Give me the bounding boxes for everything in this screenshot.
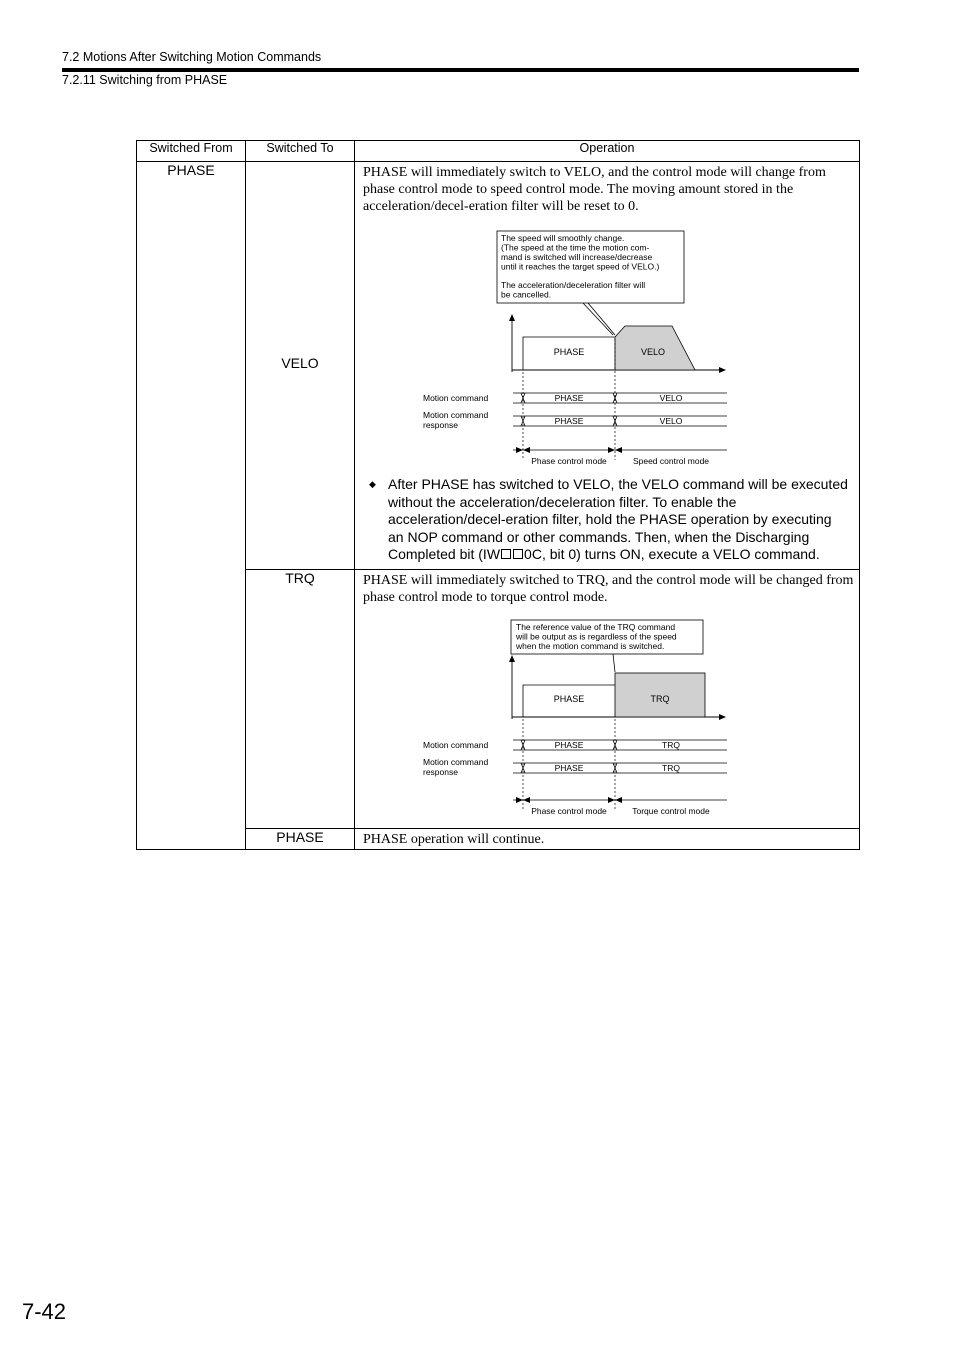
placeholder-box-icon [501, 549, 511, 559]
svg-text:response: response [423, 767, 458, 777]
lane1-phase: PHASE [554, 740, 584, 750]
phase-description: PHASE operation will continue. [363, 831, 545, 847]
section-header: 7.2 Motions After Switching Motion Commands [62, 50, 322, 64]
lane2-phase: PHASE [554, 763, 584, 773]
label-motion-command-response: Motion command [423, 757, 489, 767]
velo-callout-line: The acceleration/deceleration filter will [501, 280, 646, 290]
label-motion-command: Motion command [423, 393, 489, 403]
switched-to-phase: PHASE [246, 829, 355, 850]
switched-to-velo: VELO [281, 355, 319, 371]
trq-callout-line: when the motion command is switched. [516, 641, 665, 651]
col-header-switched-from: Switched From [137, 141, 246, 162]
velo-description: PHASE will immediately switch to VELO, and the control mode will change from phase control mode to speed control mode. The moving amount stored in the acceleration/decel-eration filter will be reset to 0. [363, 165, 826, 214]
table-row-velo [137, 162, 860, 570]
wave-trq-label: TRQ [650, 694, 670, 704]
col-header-operation: Operation [355, 141, 860, 162]
trq-callout-text [515, 622, 677, 651]
switching-table [136, 140, 860, 850]
wave-phase-label: PHASE [553, 347, 585, 357]
wave-phase-label: PHASE [553, 694, 585, 704]
label-phase-control-mode: Phase control mode [531, 806, 607, 816]
lane2-trq: TRQ [662, 763, 680, 773]
switched-from-cell: PHASE [137, 162, 246, 850]
velo-note-bullet: ◆ After PHASE has switched to VELO, the VELO command will be executed without the acceleration/deceleration filter. To enable the acceleration/decel-eration filter, hold the PHASE operation by executing an NOP command or other commands. Then, when the Discharging Completed bit (IW 0C, bit 0) turns ON, execute a VELO command. [369, 476, 848, 562]
velo-callout-line: The speed will smoothly change. [501, 233, 625, 243]
label-phase-control-mode: Phase control mode [531, 456, 607, 466]
trq-description: PHASE will immediately switched to TRQ, and the control mode will be changed from phase control mode to torque control mode. [363, 573, 854, 605]
table-header-row [137, 141, 860, 162]
velo-callout-line: until it reaches the target speed of VELO.) [501, 261, 660, 272]
lane2-velo: VELO [659, 416, 683, 426]
trq-timing-diagram [355, 606, 858, 826]
label-motion-command: Motion command [423, 740, 489, 750]
lane1-velo: VELO [659, 393, 683, 403]
operation-trq [355, 570, 860, 829]
lane2-phase: PHASE [554, 416, 584, 426]
wave-velo-label: VELO [640, 347, 666, 357]
header-rule [62, 68, 859, 72]
placeholder-box-icon [513, 549, 523, 559]
velo-callout-text [501, 233, 659, 300]
trq-callout-line: will be output as is regardless of the speed [516, 631, 677, 642]
velo-timing-diagram [355, 215, 858, 476]
bullet-diamond-icon: ◆ [369, 479, 376, 489]
trq-callout-line: The reference value of the TRQ command [516, 622, 676, 632]
subsection-header: 7.2.11 Switching from PHASE [62, 73, 228, 87]
svg-text:response: response [423, 420, 458, 430]
table-row-trq [137, 570, 860, 829]
velo-callout-line: mand is switched will increase/decrease [501, 252, 653, 262]
velo-callout-line: (The speed at the time the motion com- [501, 242, 650, 253]
label-speed-control-mode: Speed control mode [632, 456, 710, 466]
label-torque-control-mode: Torque control mode [632, 806, 710, 816]
operation-velo [355, 162, 860, 570]
lane1-phase: PHASE [554, 393, 584, 403]
velo-callout-line: be cancelled. [501, 289, 552, 300]
lane1-trq: TRQ [662, 740, 680, 750]
switched-to-trq: TRQ [246, 570, 355, 829]
label-motion-command-response: Motion command [423, 410, 489, 420]
table-row-phase [137, 829, 860, 850]
page-number: 7-42 [22, 1299, 67, 1324]
col-header-switched-to: Switched To [246, 141, 355, 162]
